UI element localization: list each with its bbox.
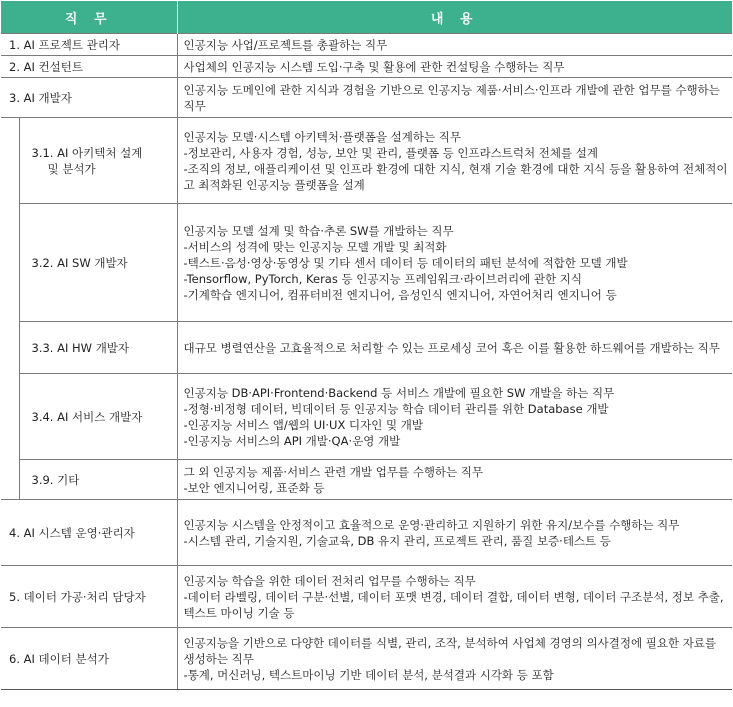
job-description-table bbox=[1, 1, 732, 690]
content-line: 인공지능 시스템을 안정적이고 효율적으로 운영·관리하고 지원하기 위한 유지/보수를 수행하는 직무 bbox=[183, 517, 680, 532]
subrole-title-line: 3.4. AI 서비스 개발자 bbox=[31, 409, 143, 424]
table-row bbox=[1, 118, 732, 204]
content-cell bbox=[177, 500, 732, 566]
content-cell bbox=[177, 460, 732, 500]
table-row bbox=[1, 34, 732, 56]
header-content: 내 용 bbox=[177, 1, 732, 34]
content-cell bbox=[177, 322, 732, 374]
subrole-title-line: 및 분석가 bbox=[47, 161, 96, 176]
content-cell bbox=[177, 204, 732, 322]
role-cell: 6. AI 데이터 분석가 bbox=[1, 628, 177, 690]
content-cell bbox=[177, 34, 732, 56]
table-row bbox=[1, 374, 732, 460]
subrole-cell bbox=[19, 460, 177, 500]
subrole-title-line: 3.9. 기타 bbox=[31, 472, 80, 487]
content-line: -보안 엔지니어링, 표준화 등 bbox=[183, 480, 325, 495]
content-line: 인공지능 도메인에 관한 지식과 경험을 기반으로 인공지능 제품·서비스·인프라 개발에 관한 업무를 수행하는 직무 bbox=[183, 82, 720, 113]
content-cell bbox=[177, 118, 732, 204]
content-line: 인공지능 DB·API·Frontend·Backend 등 서비스 개발에 필요한 SW 개발을 하는 직무 bbox=[183, 385, 615, 400]
content-line: 그 외 인공지능 제품·서비스 관련 개발 업무를 수행하는 직무 bbox=[183, 464, 484, 479]
content-line: -서비스의 성격에 맞는 인공지능 모델 개발 및 최적화 bbox=[183, 239, 447, 254]
table-row bbox=[1, 204, 732, 322]
table-row bbox=[1, 78, 732, 118]
content-cell bbox=[177, 566, 732, 628]
subrole-title-line: 3.1. AI 아키텍처 설계 bbox=[31, 145, 143, 160]
table-row bbox=[1, 500, 732, 566]
role-cell: 1. AI 프로젝트 관리자 bbox=[1, 34, 177, 56]
content-cell bbox=[177, 78, 732, 118]
role-cell: 5. 데이터 가공·처리 담당자 bbox=[1, 566, 177, 628]
subrole-cell bbox=[19, 118, 177, 204]
content-line: -인공지능 서비스 앱/웹의 UI·UX 디자인 및 개발 bbox=[183, 417, 423, 432]
header-role: 직 무 bbox=[1, 1, 177, 34]
table-row bbox=[1, 322, 732, 374]
role-cell: 2. AI 컨설턴트 bbox=[1, 56, 177, 78]
subrole-title-line: 3.3. AI HW 개발자 bbox=[31, 340, 130, 355]
role-cell: 4. AI 시스템 운영·관리자 bbox=[1, 500, 177, 566]
content-line: -정형·비정형 데이터, 빅데이터 등 인공지능 학습 데이터 관리를 위한 Database 개발 bbox=[183, 401, 609, 416]
content-line: -조직의 정보, 애플리케이션 및 인프라 환경에 대한 지식, 현재 기술 환경에 대한 지식 등을 활용하여 전체적이고 최적화된 인공지능 플랫폼을 설계 bbox=[183, 161, 728, 192]
table-header-row bbox=[1, 1, 732, 34]
content-line: 사업체의 인공지능 시스템 도입·구축 및 활용에 관한 컨설팅을 수행하는 직무 bbox=[183, 59, 565, 74]
content-line: 인공지능 모델·시스템 아키텍처·플랫폼을 설계하는 직무 bbox=[183, 129, 461, 144]
subrole-cell bbox=[19, 374, 177, 460]
content-line: 인공지능 사업/프로젝트를 총괄하는 직무 bbox=[183, 37, 388, 52]
content-line: 인공지능 모델 설계 및 학습·추론 SW를 개발하는 직무 bbox=[183, 223, 454, 238]
subrole-cell bbox=[19, 204, 177, 322]
table-row bbox=[1, 628, 732, 690]
content-line: -데이터 라벨링, 데이터 구분·선별, 데이터 포맷 변경, 데이터 결합, 데이터 변형, 데이터 구조분석, 정보 추출, 텍스트 마이닝 기술 등 bbox=[183, 589, 724, 620]
content-line: 대규모 병렬연산을 고효율적으로 처리할 수 있는 프로세싱 코어 혹은 이를 활용한 하드웨어를 개발하는 직무 bbox=[183, 340, 720, 355]
content-line: -시스템 관리, 기술지원, 기술교육, DB 유지 관리, 프로젝트 관리, 품질 보증·테스트 등 bbox=[183, 533, 611, 548]
subrole-cell bbox=[19, 322, 177, 374]
table-row bbox=[1, 566, 732, 628]
content-line: -인공지능 서비스의 API 개발·QA·운영 개발 bbox=[183, 433, 401, 448]
table-row bbox=[1, 460, 732, 500]
content-cell bbox=[177, 374, 732, 460]
content-line: -텍스트·음성·영상·동영상 및 기타 센서 데이터 등 데이터의 패턴 분석에 적합한 모델 개발 bbox=[183, 255, 628, 270]
content-cell bbox=[177, 628, 732, 690]
subrole-title-line: 3.2. AI SW 개발자 bbox=[31, 255, 128, 270]
table-row bbox=[1, 56, 732, 78]
content-line: -기계학습 엔지니어, 컴퓨터비전 엔지니어, 음성인식 엔지니어, 자연어처리 엔지니어 등 bbox=[183, 287, 617, 302]
content-line: -정보관리, 사용자 경험, 성능, 보안 및 관리, 플랫폼 등 인프라스트럭처 전체를 설계 bbox=[183, 145, 598, 160]
content-line: 인공지능을 기반으로 다양한 데이터를 식별, 관리, 조작, 분석하여 사업체 경영의 의사결정에 필요한 자료를 생성하는 직무 bbox=[183, 635, 717, 666]
content-line: -Tensorflow, PyTorch, Keras 등 인공지능 프레임워크·라이브러리에 관한 지식 bbox=[183, 271, 582, 286]
role-cell: 3. AI 개발자 bbox=[1, 78, 177, 118]
content-cell bbox=[177, 56, 732, 78]
content-line: -통계, 머신러닝, 텍스트마이닝 기반 데이터 분석, 분석결과 시각화 등 포함 bbox=[183, 667, 554, 682]
indent-spacer bbox=[1, 118, 19, 500]
content-line: 인공지능 학습을 위한 데이터 전처리 업무를 수행하는 직무 bbox=[183, 573, 476, 588]
